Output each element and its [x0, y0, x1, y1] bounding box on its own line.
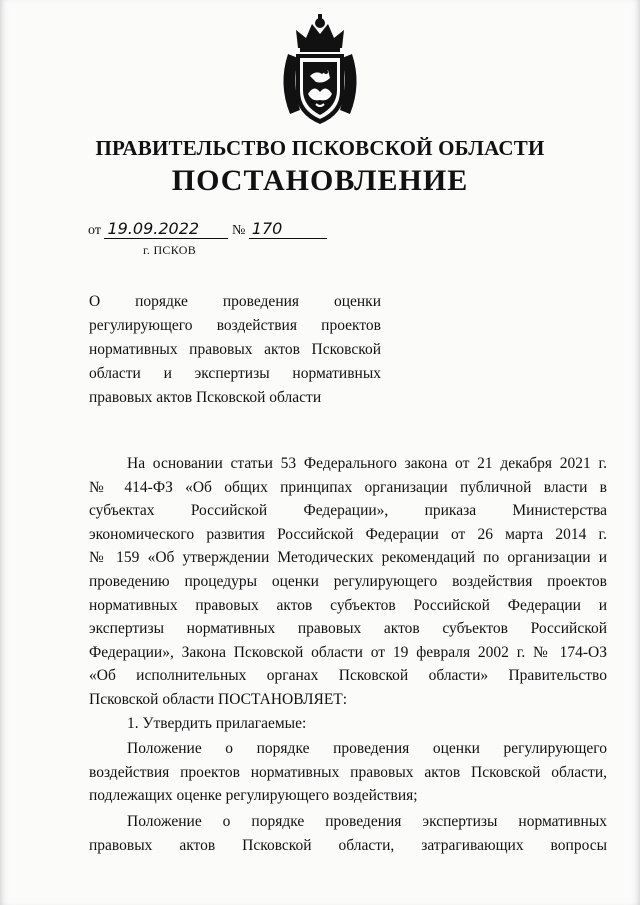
subject-line: регулирующего воздействия проектов [89, 317, 381, 334]
subject-line: правовых актов Псковской области [89, 389, 322, 406]
number-prefix: № [231, 223, 246, 238]
body-line: воздействия проектов нормативных правовых актов Псковской области, [89, 763, 607, 781]
body-line: нормативных правовых актов субъектов Российской Федерации и [89, 596, 607, 614]
subject-line: О порядке проведения оценки [89, 293, 381, 310]
document-date: 19.09.2022 [104, 220, 228, 239]
document-subject [89, 290, 381, 410]
body-line: «Об исполнительных органах Псковской области» Правительство [89, 667, 607, 685]
date-prefix: от [88, 223, 101, 238]
document-type-heading: ПОСТАНОВЛЕНИЕ [171, 164, 469, 197]
body-line: проведению процедуры оценки регулирующего воздействия проектов [89, 572, 607, 590]
subject-line: области и экспертизы нормативных [89, 365, 381, 382]
body-line: правовых актов Псковской области, затрагивающих вопросы [89, 836, 607, 854]
city-label: г. ПСКОВ [143, 243, 197, 257]
body-line: Положение о порядке проведения оценки регулирующего [127, 740, 607, 758]
body-line: подлежащих оценке регулирующего воздействия; [89, 787, 418, 805]
body-line: На основании статьи 53 Федерального закона от 21 декабря 2021 г. [127, 455, 607, 472]
body-line: экспертизы нормативных правовых актов субъектов Российской [89, 620, 607, 638]
government-title: ПРАВИТЕЛЬСТВО ПСКОВСКОЙ ОБЛАСТИ [95, 136, 545, 160]
date-number-line [88, 220, 327, 239]
body-line: Федерации», Закона Псковской области от 19 февраля 2002 г. № 174-ОЗ [89, 643, 607, 661]
subject-line: нормативных правовых актов Псковской [89, 341, 381, 358]
pskov-coat-of-arms-icon [270, 14, 370, 130]
body-line: Псковской области ПОСТАНОВЛЯЕТ: [89, 690, 348, 708]
body-line: экономического развития Российской Федерации от 26 марта 2014 г. [89, 525, 607, 543]
body-line: 1. Утвердить прилагаемые: [127, 714, 307, 732]
body-line: Положение о порядке проведения экспертизы нормативных [127, 812, 607, 830]
body-line: № 414-ФЗ «Об общих принципах организации публичной власти в [89, 478, 607, 496]
body-line: № 159 «Об утверждении Методических рекомендаций по организации и [89, 549, 607, 567]
body-line: субъектах Российской Федерации», приказа Министерства [89, 502, 607, 520]
document-body [89, 452, 607, 857]
document-number: 170 [249, 220, 327, 239]
